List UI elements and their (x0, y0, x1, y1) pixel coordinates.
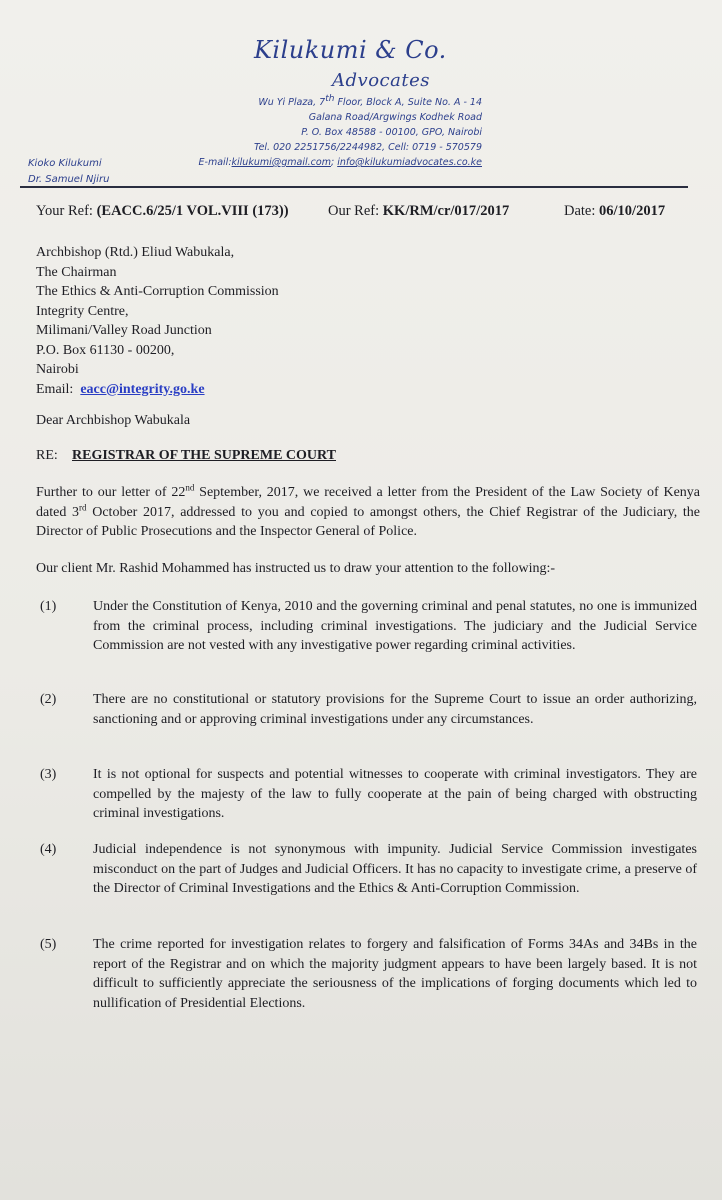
point-text: Judicial independence is not synonymous with impunity. Judicial Service Commission investigates misconduct on the part of Judges and Judicial Officers. It has no capacity to investigate crime, a preserve of the Director of Criminal Investigations and the Ethics & Anti-Corruption Commission. (93, 842, 697, 896)
firm-email-link-2[interactable]: info@kilukumiadvocates.co.ke (337, 157, 482, 168)
letter-date: Date: 06/10/2017 (564, 203, 666, 219)
email-line: E-mail:kilukumi@gmail.com; info@kilukumiadvocates.co.ke (198, 157, 482, 168)
recipient-line: P.O. Box 61130 - 00200, (36, 342, 175, 358)
our-ref: Our Ref: KK/RM/cr/017/2017 (328, 203, 510, 219)
point-number: (4) (40, 842, 57, 857)
recipient-line: The Ethics & Anti-Corruption Commission (36, 284, 279, 299)
partner-name-2: Dr. Samuel Njiru (28, 174, 110, 185)
recipient-line: The Chairman (36, 264, 117, 280)
point-number: (1) (40, 599, 57, 614)
address-line-3: P. O. Box 48588 - 00100, GPO, Nairobi (301, 127, 482, 138)
point-number: (5) (40, 937, 57, 952)
subject-label: RE: (36, 448, 58, 463)
point-text: The crime reported for investigation relates to forgery and falsification of Forms 34As and 34Bs in the report of the Registrar and on which the majority judgment appears to have been largely based. It is not difficult to sufficiently appreciate the seriousness of the implications of forging documents which led to nullification of Presidential Elections. (93, 937, 697, 1011)
recipient-address (36, 243, 279, 399)
intro-paragraph: Further to our letter of 22nd September, 2017, we received a letter from the President of the Law Society of Kenya dated 3rd October 2017, addressed to you and copied to amongst others, the Chief Registrar of the Judiciary, the Director of Public Prosecutions and the Inspector General of Police. (36, 482, 700, 539)
letterhead-rule (20, 186, 688, 188)
your-ref: Your Ref: (EACC.6/25/1 VOL.VIII (173)) (36, 203, 289, 219)
subject-line (36, 446, 336, 466)
firm-email-link-1[interactable]: kilukumi@gmail.com (231, 157, 331, 168)
point-number: (3) (40, 767, 57, 782)
recipient-line: Nairobi (36, 362, 79, 377)
recipient-line: Archbishop (Rtd.) Eliud Wabukala, (36, 245, 235, 260)
point-text: It is not optional for suspects and potential witnesses to cooperate with criminal investigators. They are compelled by the majesty of the law to fully cooperate at the pain of being charged with obstructing criminal investigations. (93, 767, 697, 821)
point-text: There are no constitutional or statutory provisions for the Supreme Court to issue an order authorizing, sanctioning and or approving criminal investigations under any circumstances. (93, 692, 697, 727)
address-line-1: Wu Yi Plaza, 7th Floor, Block A, Suite No. A - 14 (258, 93, 482, 108)
recipient-email-link[interactable]: eacc@integrity.go.ke (80, 381, 205, 397)
partner-name-1: Kioko Kilukumi (28, 158, 102, 169)
recipient-line: Integrity Centre, (36, 303, 129, 319)
address-line-2: Galana Road/Argwings Kodhek Road (308, 112, 482, 123)
subject-text: REGISTRAR OF THE SUPREME COURT (72, 448, 336, 463)
recipient-email-line: Email: eacc@integrity.go.ke (36, 381, 205, 397)
instruction-paragraph: Our client Mr. Rashid Mohammed has instructed us to draw your attention to the following:- (36, 561, 556, 576)
recipient-line: Milimani/Valley Road Junction (36, 323, 212, 338)
point-number: (2) (40, 692, 57, 707)
letterhead (0, 0, 722, 192)
salutation: Dear Archbishop Wabukala (36, 413, 191, 428)
point-text: Under the Constitution of Kenya, 2010 and the governing criminal and penal statutes, no one is immunized from the criminal process, including criminal investigations. The judiciary and the Judicial Service Commission are not vested with any investigative power regarding criminal activities. (93, 599, 697, 653)
firm-type: Advocates (332, 70, 430, 91)
phone-line: Tel. 020 2251756/2244982, Cell: 0719 - 570579 (253, 142, 482, 153)
firm-name: Kilukumi & Co. (254, 36, 447, 64)
